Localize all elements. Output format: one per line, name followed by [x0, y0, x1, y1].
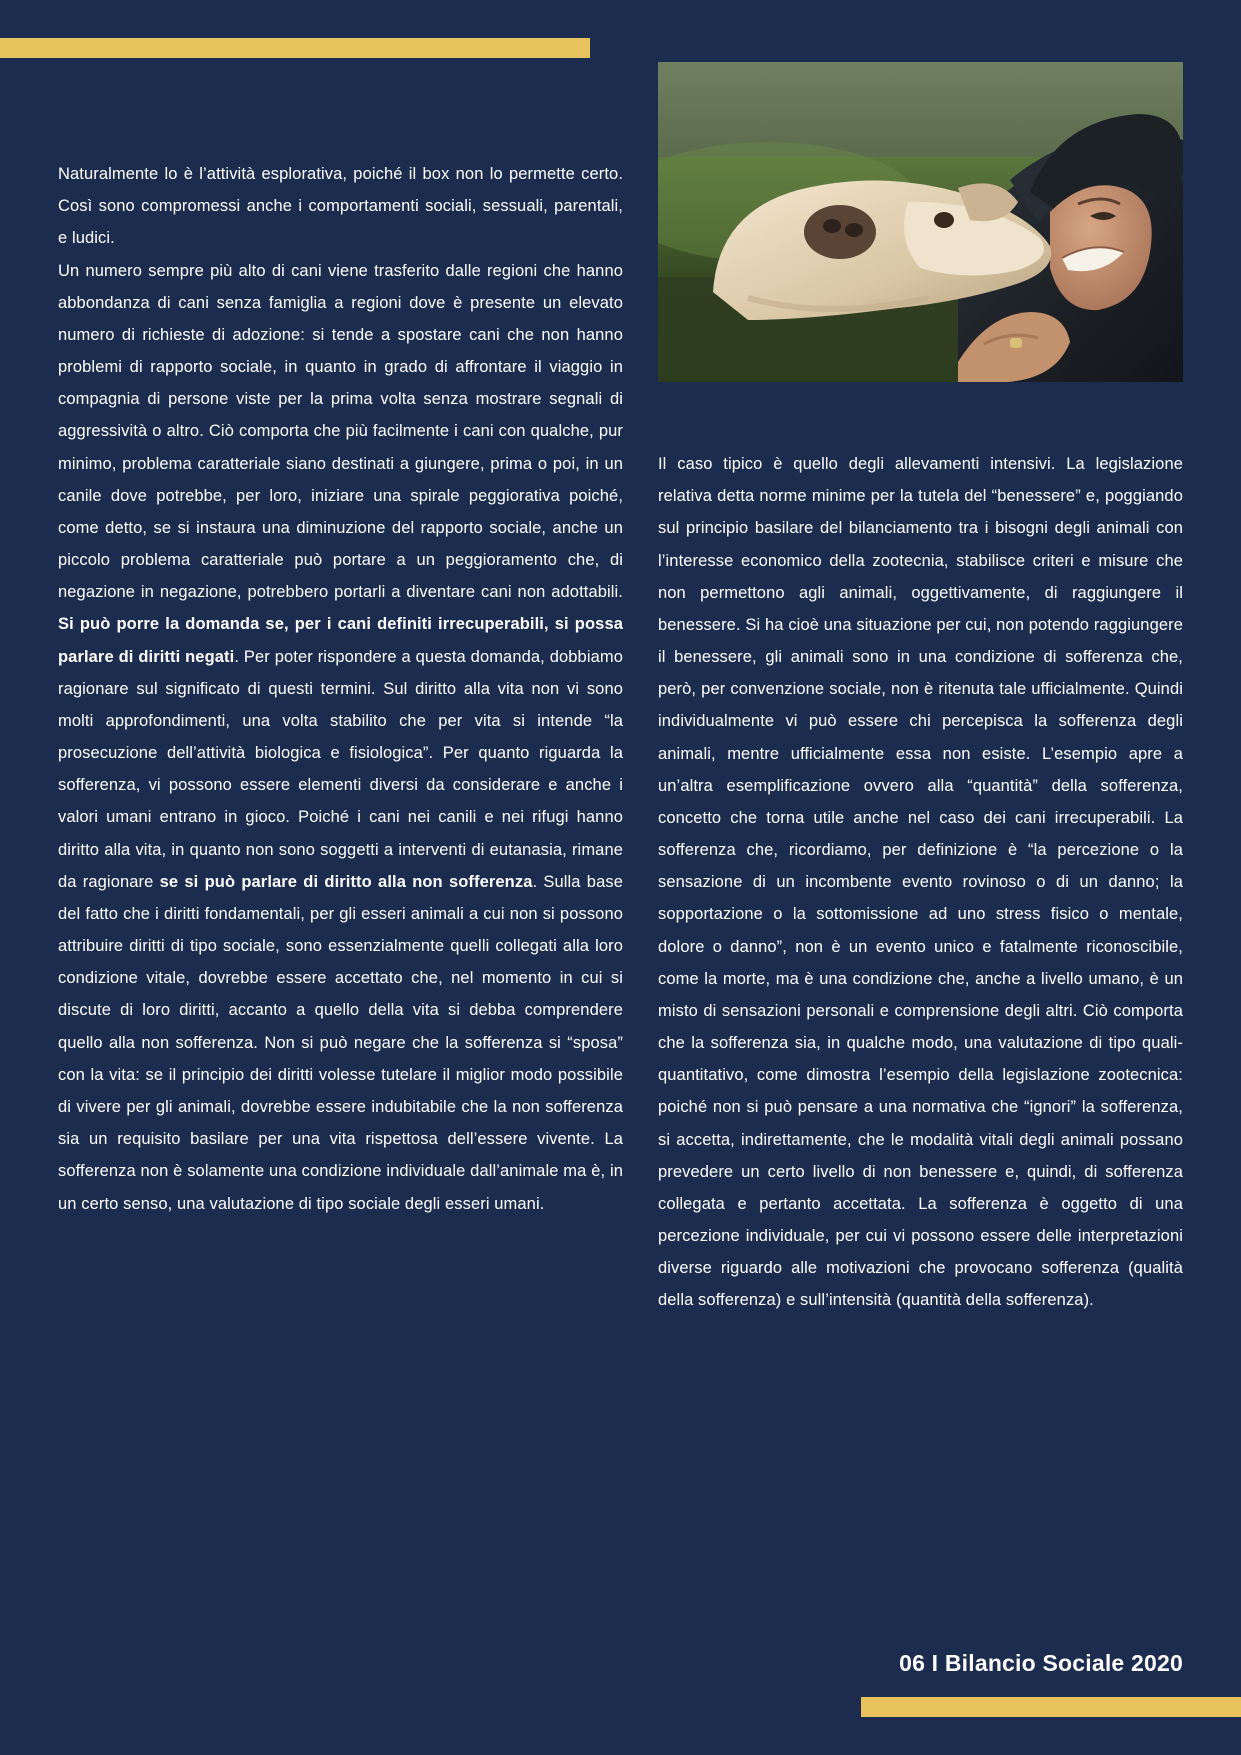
decorative-bar-bottom-right	[861, 1697, 1241, 1717]
paragraph-left-2-part-3: . Sulla base del fatto che i diritti fondamentali, per gli esseri animali a cui non si possono attribuire diritti di tipo sociale, sono essenzialmente quelli collegati alla loro condizione vitale, dovrebbe essere accettato che, nel momento in cui si discute di loro diritti, accanto a quello della vita si debba comprendere quello alla non sofferenza. Non si può negare che la sofferenza si “sposa” con la vita: se il principio dei diritti volesse tutelare il miglior modo possibile di vivere per gli animali, dovrebbe essere indubitabile che la non sofferenza sia un requisito basilare per una vita rispettosa dell’essere vivente. La sofferenza non è solamente una condizione individuale dall’animale ma è, in un certo senso, una valutazione di tipo sociale degli esseri umani.	[58, 872, 623, 1213]
body-text-left-column	[58, 158, 623, 1220]
paragraph-left-2-part-1: Un numero sempre più alto di cani viene trasferito dalle regioni che hanno abbondanza di cani senza famiglia a regioni dove è presente un elevato numero di richieste di adozione: si tende a spostare cani che non hanno problemi di rapporto sociale, in quanto in grado di affrontare il viaggio in compagnia di persone viste per la prima volta senza mostrare segnali di aggressività o altro. Ciò comporta che più facilmente i cani con qualche, pur minimo, problema caratteriale siano destinati a giungere, prima o poi, in un canile dove potrebbe, per loro, iniziare una spirale peggiorativa poiché, come detto, se si instaura una diminuzione del rapporto sociale, anche un piccolo problema caratteriale può portare a un peggioramento che, di negazione in negazione, potrebbero portarli a diventare cani non adottabili.	[58, 261, 623, 602]
paragraph-left-1: Naturalmente lo è l’attività esplorativa, poiché il box non lo permette certo. Così sono compromessi anche i comportamenti sociali, sessuali, parentali, e ludici.	[58, 165, 623, 248]
paragraph-right-1: Il caso tipico è quello degli allevamenti intensivi. La legislazione relativa detta norme minime per la tutela del “benessere” e, poggiando sul principio basilare del bilanciamento tra i bisogni degli animali con l’interesse economico della zootecnia, stabilisce criteri e misure che non permettono agli animali, oggettivamente, di raggiungere il benessere. Si ha cioè una situazione per cui, non potendo raggiungere il benessere, gli animali sono in una condizione di sofferenza che, però, per convenzione sociale, non è ritenuta tale ufficialmente. Quindi individualmente vi può essere chi percepisca la sofferenza degli animali, mentre ufficialmente essa non esiste. L’esempio apre a un’altra esemplificazione ovvero alla “quantità” della sofferenza, concetto che torna utile anche nel caso dei cani irrecuperabili. La sofferenza che, ricordiamo, per definizione è “la percezione o la sensazione di un incombente evento rovinoso o di un danno; la sopportazione o la sottomissione ad uno stress fisico o mentale, dolore o danno”, non è un evento unico e fatalmente riconoscibile, come la morte, ma è una condizione che, anche a livello umano, è un misto di sensazioni personali e comprensione degli altri. Ciò comporta che la sofferenza sia, in qualche modo, una valutazione di tipo quali-quantitativo, come dimostra l’esempio della legislazione zootecnica: poiché non si può pensare a una normativa che “ignori” la sofferenza, si accetta, indirettamente, che le modalità vitali degli animali possano prevedere un certo livello di non benessere e, quindi, di sofferenza collegata e pertanto accettata. La sofferenza è oggetto di una percezione individuale, per cui vi possono essere delle interpretazioni diverse riguardo alle motivazioni che provocano sofferenza (qualità della sofferenza) e sull’intensità (quantità della sofferenza).	[658, 455, 1183, 1310]
paragraph-left-2-bold-1: Si può porre la domanda se, per i cani definiti irrecuperabili, si possa parlare di diritti negati	[58, 615, 623, 666]
decorative-bar-top-left	[0, 38, 590, 58]
paragraph-left-2-bold-2: se si può parlare di diritto alla non sofferenza	[159, 872, 533, 891]
body-text-right-column	[658, 448, 1183, 1317]
page-footer: 06 I Bilancio Sociale 2020	[899, 1650, 1183, 1676]
paragraph-left-2-part-2: . Per poter rispondere a questa domanda, dobbiamo ragionare sul significato di questi termini. Sul diritto alla vita non vi sono molti approfondimenti, una volta stabilito che per vita si intende “la prosecuzione dell’attività biologica e fisiologica”. Per quanto riguarda la sofferenza, vi possono essere elementi diversi da considerare e anche i valori umani entrano in gioco. Poiché i cani nei canili e nei rifugi hanno diritto alla vita, in quanto non sono soggetti a interventi di eutanasia, rimane da ragionare	[58, 647, 623, 891]
man-kissing-dog-photo	[658, 62, 1183, 382]
paragraph-left-2	[58, 255, 623, 1220]
